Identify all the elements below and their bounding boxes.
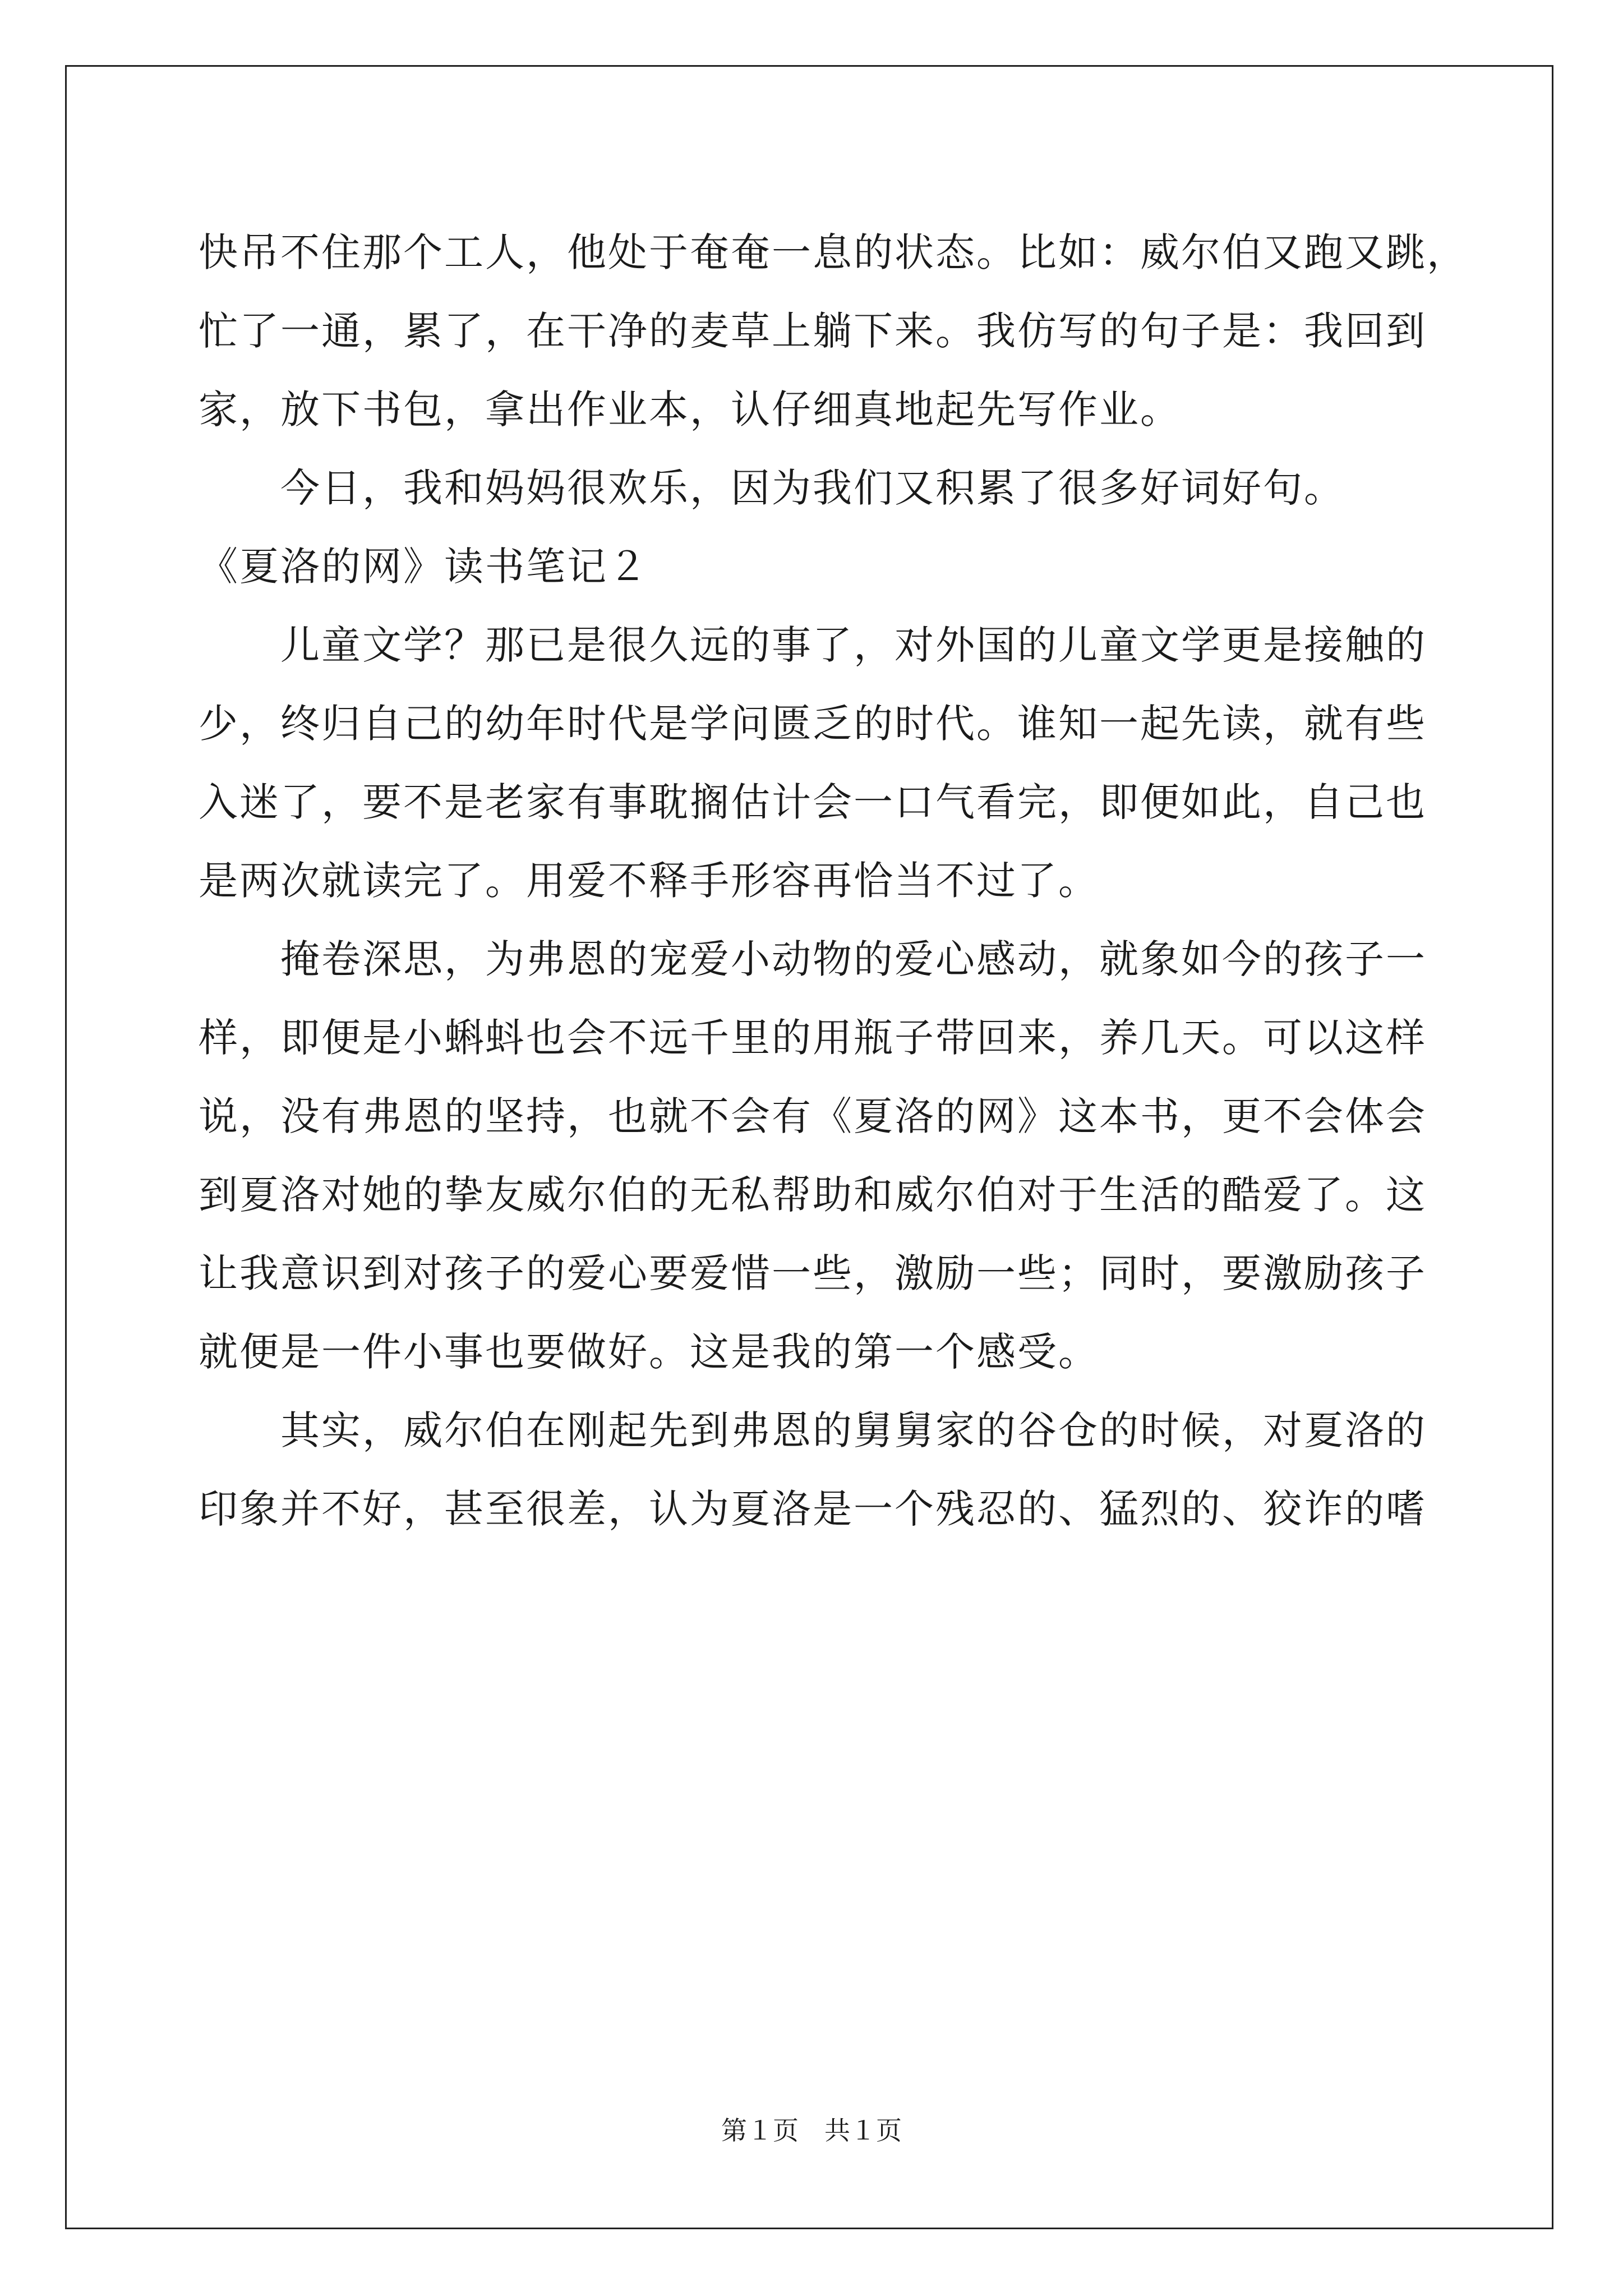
text-line: 入迷了，要不是老家有事耽搁估计会一口气看完，即便如此，自己也 [199, 779, 1427, 825]
text-line: 儿童文学？那已是很久远的事了，对外国的儿童文学更是接触的 [199, 622, 1427, 668]
text-line: 说，没有弗恩的坚持，也就不会有《夏洛的网》这本书，更不会体会 [199, 1093, 1427, 1139]
text-line: 其实，威尔伯在刚起先到弗恩的舅舅家的谷仓的时候，对夏洛的 [199, 1407, 1427, 1453]
text-line: 快吊不住那个工人，他处于奄奄一息的状态。比如：威尔伯又跑又跳， [199, 229, 1468, 275]
text-line: 少，终归自己的幼年时代是学问匮乏的时代。谁知一起先读，就有些 [199, 701, 1427, 747]
text-line: 今日，我和妈妈很欢乐，因为我们又积累了很多好词好句。 [199, 465, 1345, 511]
text-line: 样，即便是小蝌蚪也会不远千里的用瓶子带回来，养几天。可以这样 [199, 1015, 1427, 1061]
text-line: 忙了一通，累了，在干净的麦草上躺下来。我仿写的句子是：我回到 [199, 308, 1427, 354]
text-line: 印象并不好，甚至很差，认为夏洛是一个残忍的、猛烈的、狡诈的嗜 [199, 1486, 1427, 1532]
text-line: 掩卷深思，为弗恩的宠爱小动物的爱心感动，就象如今的孩子一 [199, 936, 1427, 982]
text-line: 让我意识到对孩子的爱心要爱惜一些，激励一些；同时，要激励孩子 [199, 1250, 1427, 1296]
page-number-footer: 第１页 共１页 [721, 2115, 902, 2146]
text-line: 就便是一件小事也要做好。这是我的第一个感受。 [199, 1329, 1099, 1375]
section-heading: 《夏洛的网》读书笔记２ [199, 544, 649, 590]
text-line: 到夏洛对她的挚友威尔伯的无私帮助和威尔伯对于生活的酷爱了。这 [199, 1172, 1427, 1218]
text-line: 家，放下书包，拿出作业本，认仔细真地起先写作业。 [199, 386, 1181, 432]
text-line: 是两次就读完了。用爱不释手形容再恰当不过了。 [199, 858, 1099, 904]
